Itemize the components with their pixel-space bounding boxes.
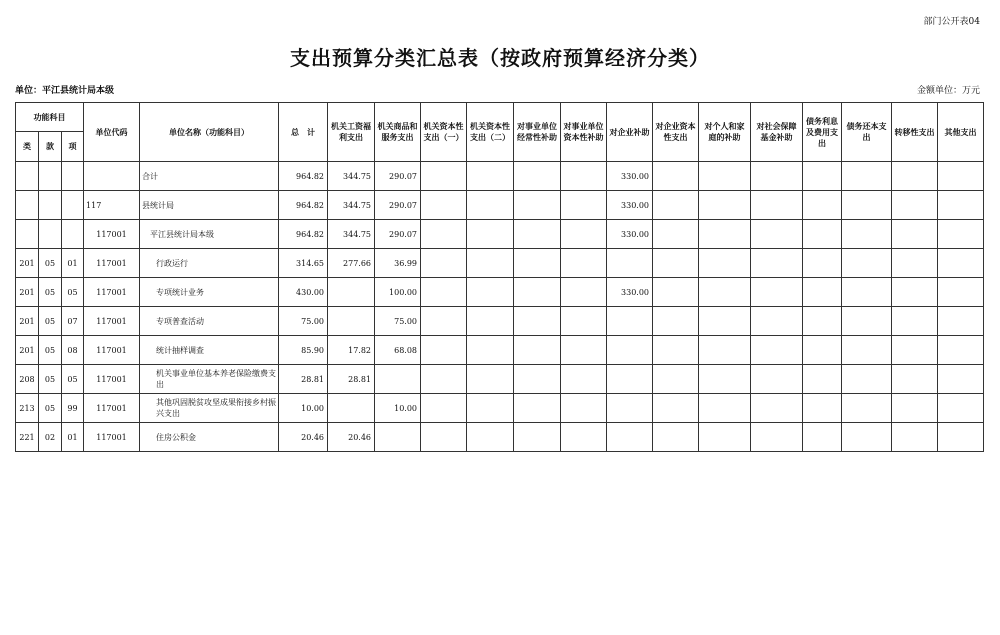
- header-social-security: 对社会保障基金补助: [751, 103, 803, 162]
- cell-c2: 36.99: [375, 249, 421, 278]
- cell-total: 964.82: [279, 220, 328, 249]
- cell-c6: [561, 191, 607, 220]
- unit-label: 单位：平江县统计局本级: [15, 86, 115, 96]
- cell-unit-name: 县统计局: [140, 191, 279, 220]
- cell-c7: 330.00: [607, 278, 653, 307]
- cell-c14: [938, 191, 984, 220]
- cell-c1: 344.75: [328, 162, 375, 191]
- cell-c13: [892, 249, 938, 278]
- cell-xiang: [62, 191, 84, 220]
- cell-c9: [699, 191, 751, 220]
- cell-xiang: 05: [62, 365, 84, 394]
- expenditure-table: [15, 102, 984, 452]
- header-unit-name: 单位名称（功能科目）: [140, 103, 279, 162]
- cell-c6: [561, 423, 607, 452]
- cell-c8: [653, 162, 699, 191]
- cell-c14: [938, 220, 984, 249]
- cell-c14: [938, 394, 984, 423]
- cell-c9: [699, 394, 751, 423]
- page-title: 支出预算分类汇总表（按政府预算经济分类）: [290, 46, 710, 70]
- cell-c13: [892, 307, 938, 336]
- cell-lei: 208: [16, 365, 39, 394]
- cell-unit-name: 专项普查活动: [140, 307, 279, 336]
- table-row: [16, 162, 984, 191]
- cell-lei: [16, 191, 39, 220]
- cell-xiang: 05: [62, 278, 84, 307]
- cell-c5: [514, 191, 561, 220]
- cell-c2: 75.00: [375, 307, 421, 336]
- header-lei: 类: [16, 132, 39, 162]
- cell-c9: [699, 278, 751, 307]
- cell-c9: [699, 336, 751, 365]
- cell-c7: [607, 336, 653, 365]
- header-goods-services: 机关商品和服务支出: [375, 103, 421, 162]
- cell-c12: [842, 394, 892, 423]
- cell-c3: [421, 162, 467, 191]
- cell-c14: [938, 162, 984, 191]
- cell-c12: [842, 191, 892, 220]
- cell-lei: 213: [16, 394, 39, 423]
- cell-xiang: 01: [62, 249, 84, 278]
- cell-c14: [938, 423, 984, 452]
- table-row: [16, 278, 984, 307]
- cell-c8: [653, 336, 699, 365]
- cell-c3: [421, 423, 467, 452]
- cell-total: 75.00: [279, 307, 328, 336]
- cell-c10: [751, 220, 803, 249]
- cell-c2: [375, 423, 421, 452]
- table-row: [16, 249, 984, 278]
- header-unit-code: 单位代码: [84, 103, 140, 162]
- cell-c8: [653, 365, 699, 394]
- cell-c8: [653, 394, 699, 423]
- table-number-label: 部门公开表04: [923, 17, 980, 27]
- cell-unit-code: 117: [84, 191, 140, 220]
- cell-c3: [421, 394, 467, 423]
- cell-c7: 330.00: [607, 191, 653, 220]
- cell-c10: [751, 249, 803, 278]
- cell-c8: [653, 220, 699, 249]
- cell-c4: [467, 423, 514, 452]
- cell-c11: [803, 423, 842, 452]
- cell-c7: [607, 394, 653, 423]
- header-total: 总 计: [279, 103, 328, 162]
- cell-c12: [842, 162, 892, 191]
- header-individual-subsidy: 对个人和家庭的补助: [699, 103, 751, 162]
- cell-lei: 201: [16, 307, 39, 336]
- cell-c4: [467, 394, 514, 423]
- cell-c9: [699, 162, 751, 191]
- cell-c11: [803, 365, 842, 394]
- cell-c11: [803, 394, 842, 423]
- cell-unit-code: 117001: [84, 249, 140, 278]
- cell-unit-code: 117001: [84, 423, 140, 452]
- cell-c13: [892, 162, 938, 191]
- cell-c11: [803, 336, 842, 365]
- cell-xiang: [62, 220, 84, 249]
- cell-c11: [803, 307, 842, 336]
- cell-kuan: 02: [39, 423, 62, 452]
- cell-c10: [751, 394, 803, 423]
- cell-c14: [938, 336, 984, 365]
- cell-unit-code: 117001: [84, 307, 140, 336]
- header-capital-1: 机关资本性支出（一）: [421, 103, 467, 162]
- cell-c10: [751, 365, 803, 394]
- cell-c12: [842, 365, 892, 394]
- cell-c3: [421, 191, 467, 220]
- cell-c8: [653, 307, 699, 336]
- cell-c5: [514, 307, 561, 336]
- cell-unit-code: 117001: [84, 394, 140, 423]
- cell-c1: [328, 307, 375, 336]
- header-xiang: 项: [62, 132, 84, 162]
- cell-c1: 344.75: [328, 220, 375, 249]
- cell-total: 964.82: [279, 162, 328, 191]
- cell-c12: [842, 220, 892, 249]
- cell-lei: [16, 162, 39, 191]
- cell-c10: [751, 307, 803, 336]
- cell-kuan: 05: [39, 278, 62, 307]
- cell-c6: [561, 162, 607, 191]
- cell-c3: [421, 220, 467, 249]
- cell-total: 28.81: [279, 365, 328, 394]
- cell-c7: 330.00: [607, 220, 653, 249]
- cell-lei: 221: [16, 423, 39, 452]
- cell-unit-name: 专项统计业务: [140, 278, 279, 307]
- cell-c4: [467, 220, 514, 249]
- cell-c4: [467, 365, 514, 394]
- table-row: [16, 191, 984, 220]
- cell-c3: [421, 365, 467, 394]
- cell-c1: 344.75: [328, 191, 375, 220]
- table-row: [16, 394, 984, 423]
- cell-c11: [803, 220, 842, 249]
- cell-c6: [561, 307, 607, 336]
- cell-xiang: 01: [62, 423, 84, 452]
- cell-c11: [803, 191, 842, 220]
- cell-xiang: 07: [62, 307, 84, 336]
- cell-kuan: 05: [39, 394, 62, 423]
- cell-unit-name: 合计: [140, 162, 279, 191]
- cell-c1: [328, 278, 375, 307]
- cell-c6: [561, 220, 607, 249]
- cell-c5: [514, 365, 561, 394]
- cell-c10: [751, 162, 803, 191]
- header-transfer: 转移性支出: [892, 103, 938, 162]
- cell-c4: [467, 249, 514, 278]
- cell-kuan: [39, 220, 62, 249]
- cell-c8: [653, 249, 699, 278]
- cell-c6: [561, 365, 607, 394]
- cell-kuan: [39, 191, 62, 220]
- cell-unit-code: 117001: [84, 336, 140, 365]
- cell-c5: [514, 278, 561, 307]
- cell-c13: [892, 278, 938, 307]
- cell-total: 85.90: [279, 336, 328, 365]
- cell-c5: [514, 162, 561, 191]
- cell-c7: [607, 365, 653, 394]
- header-func-subject: 功能科目: [16, 103, 84, 132]
- cell-c1: 20.46: [328, 423, 375, 452]
- cell-kuan: [39, 162, 62, 191]
- cell-kuan: 05: [39, 365, 62, 394]
- cell-c10: [751, 423, 803, 452]
- cell-c10: [751, 191, 803, 220]
- cell-xiang: [62, 162, 84, 191]
- cell-kuan: 05: [39, 249, 62, 278]
- cell-kuan: 05: [39, 307, 62, 336]
- cell-unit-code: 117001: [84, 365, 140, 394]
- header-debt-principal: 债务还本支出: [842, 103, 892, 162]
- cell-c6: [561, 336, 607, 365]
- cell-unit-name: 行政运行: [140, 249, 279, 278]
- cell-total: 314.65: [279, 249, 328, 278]
- cell-c6: [561, 278, 607, 307]
- cell-c4: [467, 162, 514, 191]
- cell-c2: 290.07: [375, 162, 421, 191]
- cell-total: 20.46: [279, 423, 328, 452]
- cell-c12: [842, 278, 892, 307]
- cell-unit-name: 住房公积金: [140, 423, 279, 452]
- cell-c3: [421, 307, 467, 336]
- cell-c4: [467, 278, 514, 307]
- cell-c7: [607, 249, 653, 278]
- cell-c8: [653, 423, 699, 452]
- header-wage-welfare: 机关工资福利支出: [328, 103, 375, 162]
- cell-c14: [938, 307, 984, 336]
- cell-c11: [803, 249, 842, 278]
- cell-xiang: 99: [62, 394, 84, 423]
- cell-total: 430.00: [279, 278, 328, 307]
- cell-lei: [16, 220, 39, 249]
- cell-c11: [803, 278, 842, 307]
- cell-c6: [561, 394, 607, 423]
- cell-c12: [842, 249, 892, 278]
- cell-lei: 201: [16, 336, 39, 365]
- cell-lei: 201: [16, 249, 39, 278]
- cell-c3: [421, 249, 467, 278]
- table-row: [16, 423, 984, 452]
- cell-c1: 17.82: [328, 336, 375, 365]
- cell-c2: 290.07: [375, 191, 421, 220]
- cell-c14: [938, 365, 984, 394]
- cell-unit-code: 117001: [84, 278, 140, 307]
- cell-c1: [328, 394, 375, 423]
- cell-unit-name: 其他巩固脱贫攻坚成果衔接乡村振兴支出: [140, 394, 279, 423]
- cell-c3: [421, 336, 467, 365]
- cell-unit-name: 机关事业单位基本养老保险缴费支出: [140, 365, 279, 394]
- cell-c3: [421, 278, 467, 307]
- cell-c1: 277.66: [328, 249, 375, 278]
- cell-c14: [938, 249, 984, 278]
- cell-kuan: 05: [39, 336, 62, 365]
- cell-c10: [751, 336, 803, 365]
- cell-c11: [803, 162, 842, 191]
- cell-c13: [892, 423, 938, 452]
- cell-c13: [892, 191, 938, 220]
- cell-c5: [514, 423, 561, 452]
- header-debt-interest: 债务利息及费用支出: [803, 103, 842, 162]
- cell-c9: [699, 249, 751, 278]
- cell-c4: [467, 336, 514, 365]
- cell-c5: [514, 249, 561, 278]
- cell-c13: [892, 394, 938, 423]
- table-row: [16, 220, 984, 249]
- cell-c2: 100.00: [375, 278, 421, 307]
- header-enterprise-capital: 对企业资本性支出: [653, 103, 699, 162]
- cell-c9: [699, 423, 751, 452]
- cell-c5: [514, 394, 561, 423]
- cell-c12: [842, 423, 892, 452]
- cell-xiang: 08: [62, 336, 84, 365]
- cell-c2: [375, 365, 421, 394]
- table-row: [16, 365, 984, 394]
- cell-c7: [607, 423, 653, 452]
- cell-c1: 28.81: [328, 365, 375, 394]
- cell-c13: [892, 365, 938, 394]
- cell-c13: [892, 220, 938, 249]
- header-enterprise-subsidy: 对企业补助: [607, 103, 653, 162]
- cell-c10: [751, 278, 803, 307]
- cell-unit-name: 平江县统计局本级: [140, 220, 279, 249]
- cell-c8: [653, 191, 699, 220]
- cell-c5: [514, 336, 561, 365]
- cell-unit-code: 117001: [84, 220, 140, 249]
- cell-c9: [699, 365, 751, 394]
- money-unit-label: 金额单位：万元: [916, 86, 980, 96]
- cell-c4: [467, 191, 514, 220]
- cell-c6: [561, 249, 607, 278]
- cell-unit-code: [84, 162, 140, 191]
- header-inst-recurrent: 对事业单位经常性补助: [514, 103, 561, 162]
- cell-c9: [699, 307, 751, 336]
- cell-c9: [699, 220, 751, 249]
- table-row: [16, 307, 984, 336]
- cell-lei: 201: [16, 278, 39, 307]
- cell-c12: [842, 307, 892, 336]
- cell-c14: [938, 278, 984, 307]
- cell-total: 10.00: [279, 394, 328, 423]
- cell-c2: 10.00: [375, 394, 421, 423]
- cell-c7: [607, 307, 653, 336]
- cell-c4: [467, 307, 514, 336]
- header-capital-2: 机关资本性支出（二）: [467, 103, 514, 162]
- header-inst-capital: 对事业单位资本性补助: [561, 103, 607, 162]
- header-other: 其他支出: [938, 103, 984, 162]
- cell-c5: [514, 220, 561, 249]
- cell-c12: [842, 336, 892, 365]
- cell-total: 964.82: [279, 191, 328, 220]
- cell-c13: [892, 336, 938, 365]
- cell-c2: 68.08: [375, 336, 421, 365]
- cell-unit-name: 统计抽样调查: [140, 336, 279, 365]
- cell-c7: 330.00: [607, 162, 653, 191]
- table-row: [16, 336, 984, 365]
- header-kuan: 款: [39, 132, 62, 162]
- cell-c8: [653, 278, 699, 307]
- cell-c2: 290.07: [375, 220, 421, 249]
